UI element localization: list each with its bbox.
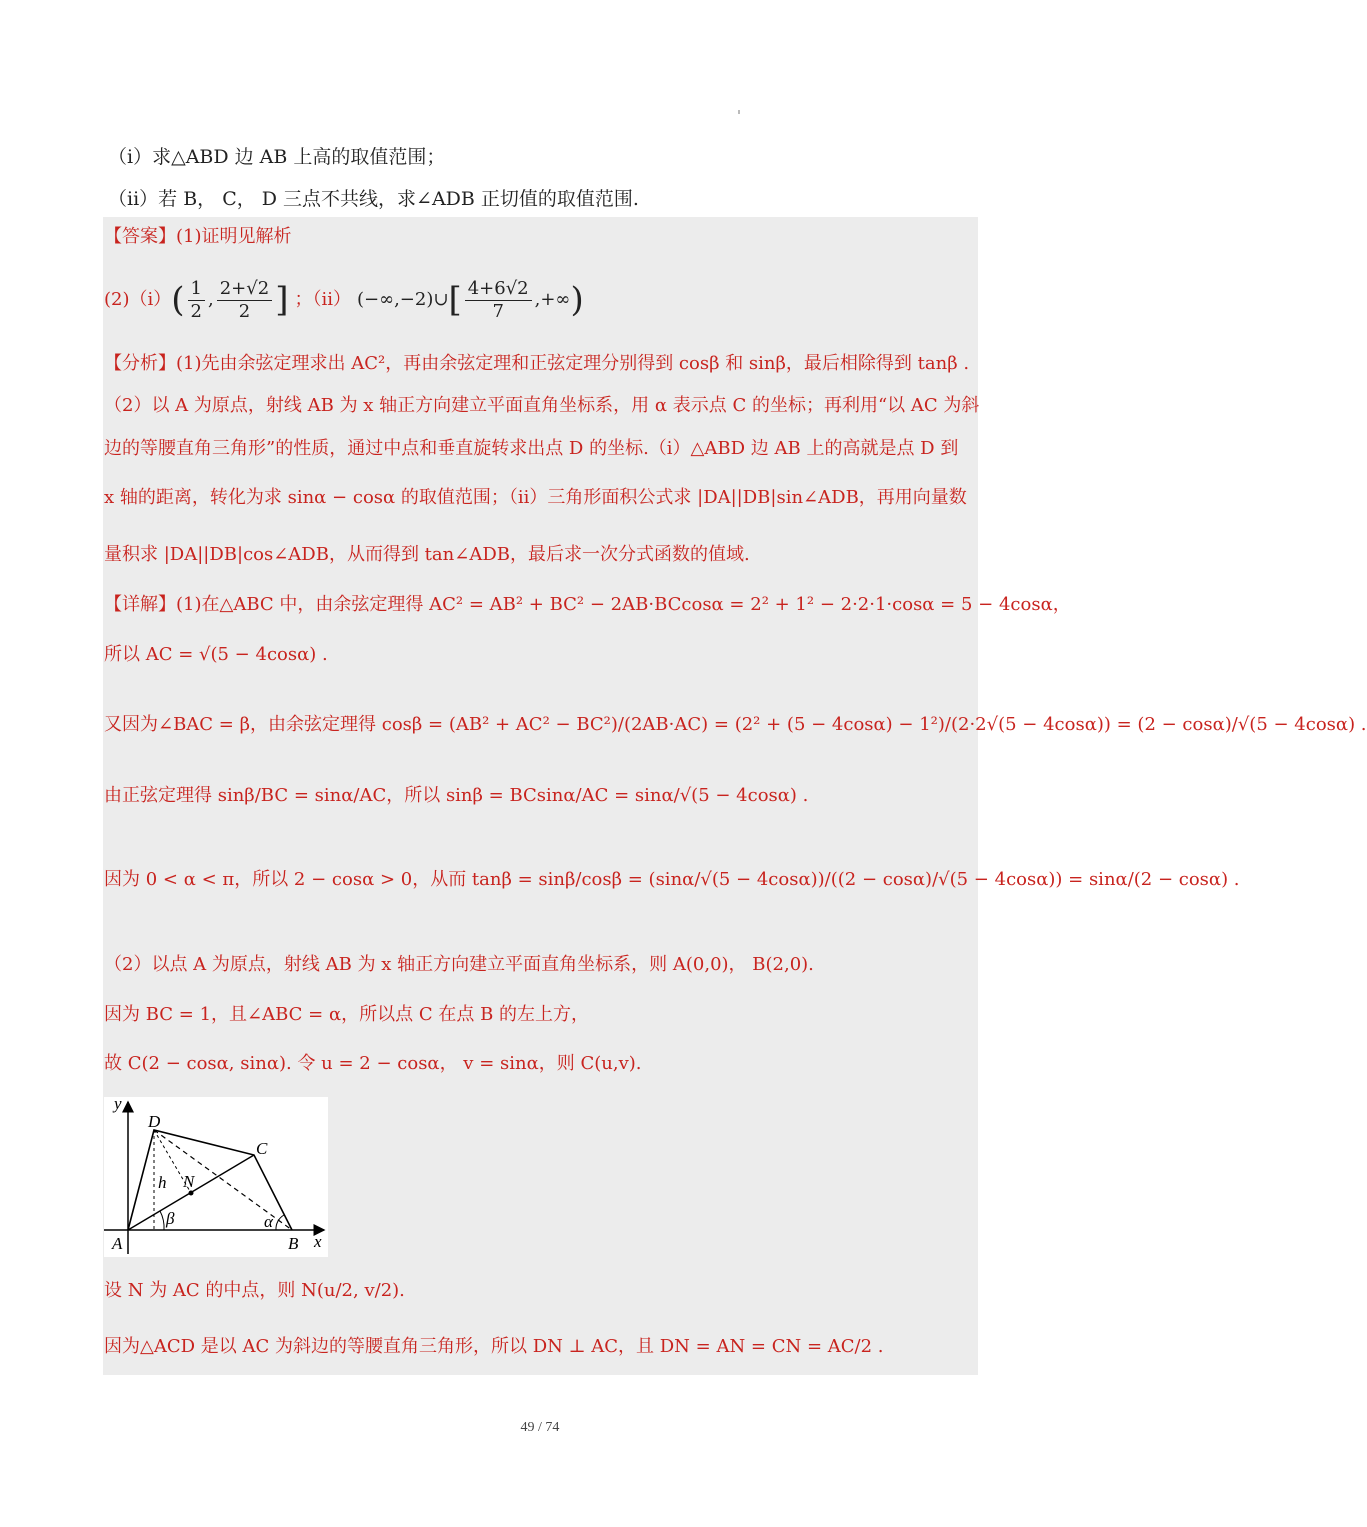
- analysis-p2: （2）以 A 为原点，射线 AB 为 x 轴正方向建立平面直角坐标系，用 α 表示点 C 的坐标；再利用“以 AC 为斜: [104, 395, 980, 416]
- question-ii: （ii）若 B， C， D 三点不共线，求∠ADB 正切值的取值范围.: [108, 188, 639, 210]
- detail-d10: 因为△ACD 是以 AC 为斜边的等腰直角三角形，所以 DN ⊥ AC，且 DN = AN = CN = AC/2 .: [104, 1336, 884, 1357]
- detail-d4: 由正弦定理得 sinβ/BC = sinα/AC，所以 sinβ = BCsinα/AC = sinα/√(5 − 4cosα) .: [104, 785, 809, 806]
- detail-d5: 因为 0 < α < π，所以 2 − cosα > 0，从而 tanβ = sinβ/cosβ = (sinα/√(5 − 4cosα))/((2 − cosα)/√(5 − 4cosα)) = sinα/(2 − cosα) .: [104, 869, 1240, 890]
- detail-d6: （2）以点 A 为原点，射线 AB 为 x 轴正方向建立平面直角坐标系，则 A(0,0)， B(2,0).: [104, 954, 814, 975]
- scan-mark: [738, 110, 740, 114]
- label-a: A: [112, 1234, 123, 1253]
- angle-beta-arc: [160, 1211, 164, 1230]
- angle-alpha-arc: [276, 1215, 284, 1230]
- answer-interval-ii: (−∞,−2)∪ [ $\frac{4+6√2}{7}$ ,+∞ ): [356, 277, 584, 322]
- label-y: y: [114, 1094, 122, 1113]
- answer-line-2: [104, 274, 584, 326]
- answer-line-1: 【答案】(1)证明见解析: [104, 226, 292, 247]
- detail-d1: 【详解】(1)在△ABC 中，由余弦定理得 AC² = AB² + BC² − 2AB·BCcosα = 2² + 1² − 2·2·1·cosα = 5 − 4cosα，: [104, 594, 1071, 615]
- answer-label: (2)（i）: [104, 289, 172, 310]
- analysis-p3: 边的等腰直角三角形”的性质，通过中点和垂直旋转求出点 D 的坐标.（i）△ABD 边 AB 上的高就是点 D 到: [104, 438, 959, 459]
- geometry-figure: [104, 1094, 328, 1257]
- detail-d9: 设 N 为 AC 的中点，则 N(u/2, v/2).: [104, 1280, 405, 1301]
- detail-d2: 所以 AC = √(5 − 4cosα) .: [104, 644, 328, 665]
- detail-d7: 因为 BC = 1，且∠ABC = α，所以点 C 在点 B 的左上方，: [104, 1004, 590, 1025]
- label-d: D: [148, 1112, 161, 1131]
- label-beta: β: [166, 1209, 175, 1228]
- analysis-p4: x 轴的距离，转化为求 sinα − cosα 的取值范围；（ii）三角形面积公式求 |DA||DB|sin∠ADB，再用向量数: [104, 487, 967, 508]
- detail-d8: 故 C(2 − cosα, sinα). 令 u = 2 − cosα， v = sinα，则 C(u,v).: [104, 1053, 642, 1074]
- label-n: N: [183, 1172, 195, 1191]
- label-c: C: [256, 1139, 268, 1158]
- page-number: 49 / 74: [520, 1420, 560, 1435]
- answer-sep: ；（ii）: [294, 289, 351, 310]
- label-h: h: [158, 1173, 167, 1192]
- analysis-p1: 【分析】(1)先由余弦定理求出 AC²，再由余弦定理和正弦定理分别得到 cosβ 和 sinβ，最后相除得到 tanβ .: [104, 353, 970, 374]
- analysis-p5: 量积求 |DA||DB|cos∠ADB，从而得到 tan∠ADB，最后求一次分式函数的值域.: [104, 544, 750, 565]
- label-b: B: [288, 1234, 299, 1253]
- point-n: [189, 1191, 194, 1196]
- label-x: x: [314, 1232, 322, 1251]
- label-alpha: α: [264, 1212, 273, 1231]
- answer-interval-i: ( $\frac{1}{2}$ , $\frac{2+√2}{2}$ ]: [171, 277, 289, 322]
- question-i: （i）求△ABD 边 AB 上高的取值范围；: [108, 146, 446, 168]
- geometry-svg: [104, 1094, 328, 1257]
- detail-d3: 又因为∠BAC = β，由余弦定理得 cosβ = (AB² + AC² − BC²)/(2AB·AC) = (2² + (5 − 4cosα) − 1²)/(2·2√(5 − 4cosα)) = (2 − cosα)/√(5 − 4cosα) .: [104, 714, 1367, 735]
